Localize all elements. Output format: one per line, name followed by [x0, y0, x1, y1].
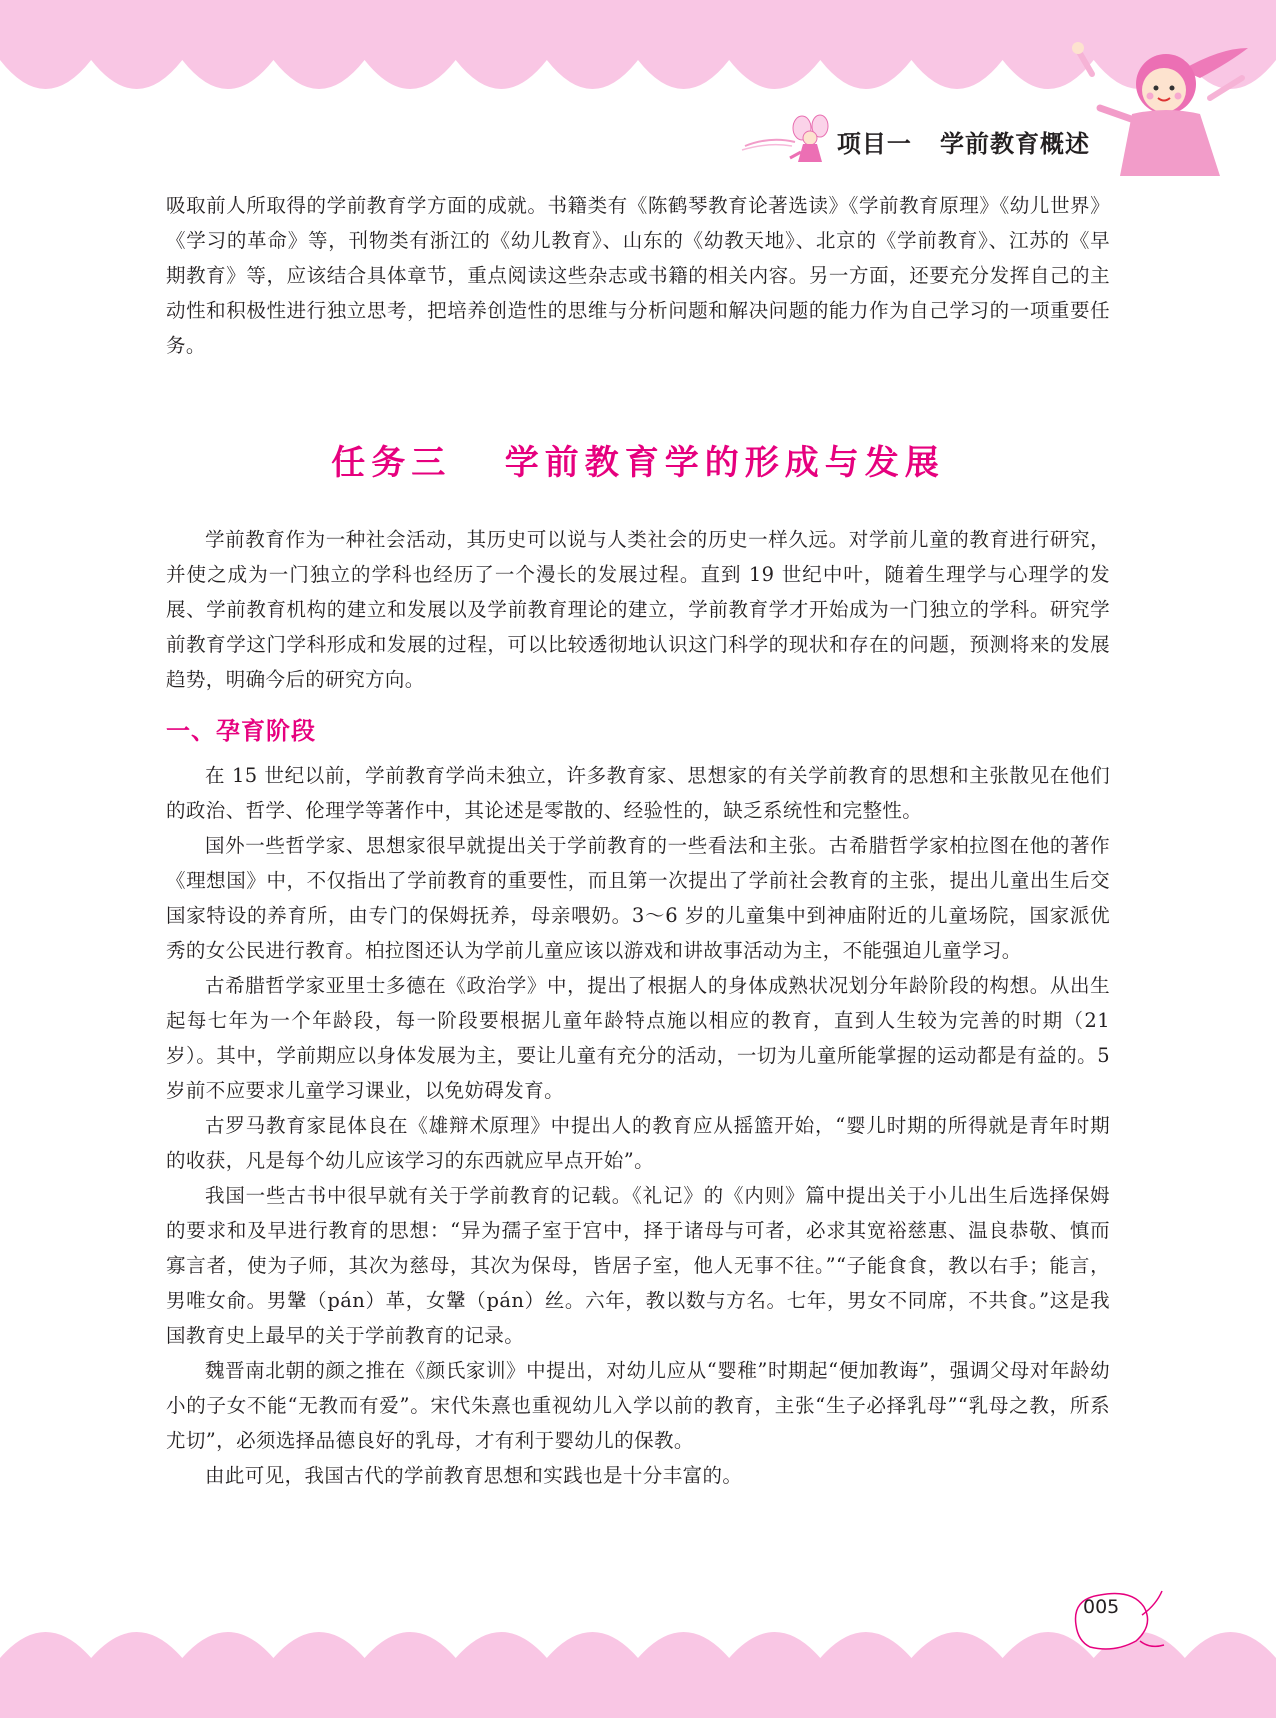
- body-paragraph: 我国一些古书中很早就有关于学前教育的记载。《礼记》的《内则》篇中提出关于小儿出生后选择保姆的要求和及早进行教育的思想：“异为孺子室于宫中，择于诸母与可者，必求其宽裕慈惠、温良恭敬、慎而寡言者，使为子师，其次为慈母，其次为保母，皆居子室，他人无事不往。”“子能食食，教以右手；能言，男唯女俞。男鞶（pán）革，女鞶（pán）丝。六年，教以数与方名。七年，男女不同席，不共食。”这是我国教育史上最早的关于学前教育的记录。: [166, 1184, 1110, 1347]
- section-lead-paragraph: 学前教育作为一种社会活动，其历史可以说与人类社会的历史一样久远。对学前儿童的教育进行研究，并使之成为一门独立的学科也经历了一个漫长的发展过程。直到 19 世纪中叶，随着生理学与心理学的发展、学前教育机构的建立和发展以及学前教育理论的建立，学前教育学才开始成为一门独立的学科。研究学前教育学这门学科形成和发展的过程，可以比较透彻地认识这门科学的现状和存在的问题，预测将来的发展趋势，明确今后的研究方向。: [166, 528, 1110, 691]
- subsection-title: 一、孕育阶段: [166, 717, 316, 745]
- body-paragraph: 由此可见，我国古代的学前教育思想和实践也是十分丰富的。: [205, 1464, 743, 1487]
- body-paragraph: 古希腊哲学家亚里士多德在《政治学》中，提出了根据人的身体成熟状况划分年龄阶段的构想。从出生起每七年为一个年龄段，每一阶段要根据儿童年龄特点施以相应的教育，直到人生较为完善的时期（21 岁）。其中，学前期应以身体发展为主，要让儿童有充分的活动，一切为儿童所能掌握的运动都是有益的。5 岁前不应要求儿童学习课业，以免妨碍发育。: [166, 974, 1110, 1102]
- body-paragraph: 魏晋南北朝的颜之推在《颜氏家训》中提出，对幼儿应从“婴稚”时期起“便加教诲”，强调父母对年龄幼小的子女不能“无教而有爱”。宋代朱熹也重视幼儿入学以前的教育，主张“生子必择乳母”“乳母之教，所系尤切”，必须选择品德良好的乳母，才有利于婴幼儿的保教。: [166, 1359, 1110, 1452]
- body-paragraph: 古罗马教育家昆体良在《雄辩术原理》中提出人的教育应从摇篮开始，“婴儿时期的所得就是青年时期的收获，凡是每个幼儿应该学习的东西就应早点开始”。: [166, 1114, 1110, 1172]
- fairy-icon: [740, 112, 840, 172]
- body-paragraph: 在 15 世纪以前，学前教育学尚未独立，许多教育家、思想家的有关学前教育的思想和主张散见在他们的政治、哲学、伦理学等著作中，其论述是零散的、经验性的，缺乏系统性和完整性。: [166, 764, 1110, 822]
- page-content: [166, 188, 1110, 1493]
- body-paragraph: 国外一些哲学家、思想家很早就提出关于学前教育的一些看法和主张。古希腊哲学家柏拉图在他的著作《理想国》中，不仅指出了学前教育的重要性，而且第一次提出了学前社会教育的主张，提出儿童出生后交国家特设的养育所，由专门的保姆抚养，母亲喂奶。3～6 岁的儿童集中到神庙附近的儿童场院，国家派优秀的女公民进行教育。柏拉图还认为学前儿童应该以游戏和讲故事活动为主，不能强迫儿童学习。: [166, 834, 1110, 962]
- intro-paragraph: 吸取前人所取得的学前教育学方面的成就。书籍类有《陈鹤琴教育论著选读》《学前教育原理》《幼儿世界》《学习的革命》等，刊物类有浙江的《幼儿教育》、山东的《幼教天地》、北京的《学前教育》、江苏的《早期教育》等，应该结合具体章节，重点阅读这些杂志或书籍的相关内容。另一方面，还要充分发挥自己的主动性和积极性进行独立思考，把培养创造性的思维与分析问题和解决问题的能力作为自己学习的一项重要任务。: [166, 194, 1110, 357]
- section-title: 任务三 学前教育学的形成与发展: [331, 443, 945, 483]
- cartoon-girl-icon: [1070, 28, 1270, 178]
- page-number: 005: [1083, 1596, 1120, 1618]
- running-header-title: 项目一 学前教育概述: [836, 130, 1090, 158]
